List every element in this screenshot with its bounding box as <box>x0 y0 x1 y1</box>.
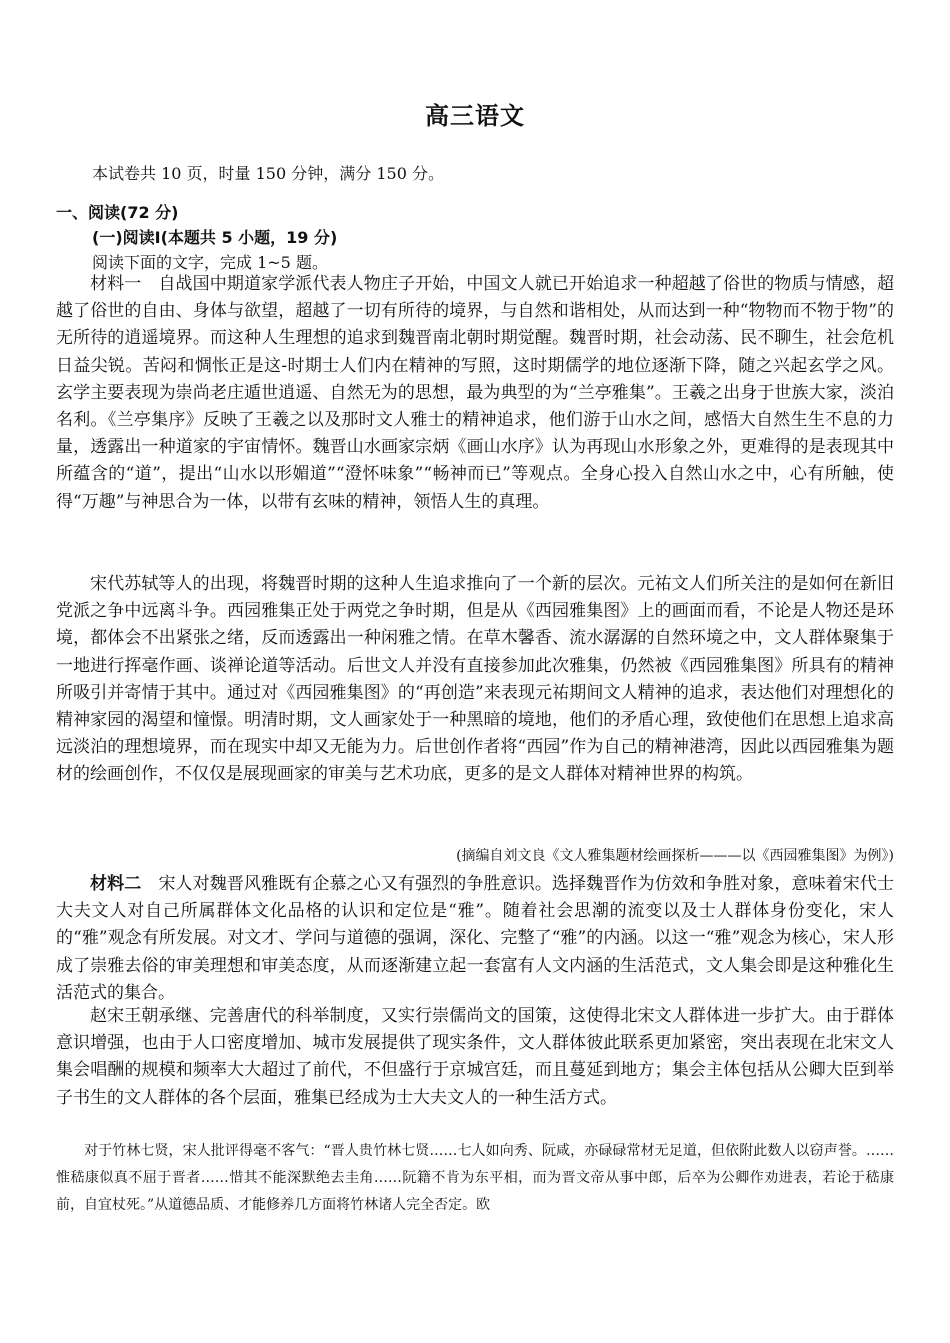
exam-intro: 本试卷共 10 页，时量 150 分钟，满分 150 分。 <box>92 164 444 183</box>
material-one-paragraph-2: 宋代苏轼等人的出现，将魏晋时期的这种人生追求推向了一个新的层次。元祐文人们所关注的是如何在新旧党派之争中远离斗争。西园雅集正处于两党之争时期，但是从《西园雅集图》上的画面而看，不论是人物还是环境，都体会不出紧张之绪，反而透露出一种闲雅之情。在草木馨香、流水潺潺的自然环境之中，文人群体聚集于一地进行挥毫作画、谈禅论道等活动。后世文人并没有直接参加此次雅集，仍然被《西园雅集图》所具有的精神所吸引并寄情于其中。通过对《西园雅集图》的“再创造”来表现元祐期间文人精神的追求，表达他们对理想化的精神家园的渴望和憧憬。明清时期，文人画家处于一种黑暗的境地，他们的矛盾心理，致使他们在思想上追求高远淡泊的理想境界，而在现实中却又无能为力。后世创作者将“西园”作为自己的精神港湾，因此以西园雅集为题材的绘画创作，不仅仅是展现画家的审美与艺术功底，更多的是文人群体对精神世界的构筑。 <box>56 574 894 785</box>
material-one-source: (摘编自刘文良《文人雅集题材绘画探析———以《西园雅集图》为例》) <box>456 848 894 864</box>
material-two-paragraph-1 <box>56 871 894 1007</box>
reading-instruction: 阅读下面的文字，完成 1~5 题。 <box>92 253 328 272</box>
material-two-paragraph-2: 赵宋王朝承继、完善唐代的科举制度，又实行崇儒尚文的国策，这使得北宋文人群体进一步扩大。由于群体意识增强，也由于人口密度增加、城市发展提供了现实条件，文人群体彼此联系更加紧密，突出表现在北宋文人集会唱酬的规模和频率大大超过了前代，不但盛行于京城宫廷，而且蔓延到地方；集会主体包括从公卿大臣到举子书生的文人群体的各个层面，雅集已经成为士大夫文人的一种生活方式。 <box>56 1006 894 1108</box>
section-heading: 一、阅读(72 分) <box>56 203 179 222</box>
material-two-text-1: 宋人对魏晋风雅既有企慕之心又有强烈的争胜意识。选择魏晋作为仿效和争胜对象，意味着宋代士大夫文人对自己所属群体文化品格的认识和定位是“雅”。随着社会思潮的流变以及士人群体身份变化，宋人的“雅”观念有所发展。对文才、学问与道德的强调，深化、完整了“雅”的内涵。以这一“雅”观念为核心，宋人形成了崇雅去俗的审美理想和审美态度，从而逐渐建立起一套富有人文内涵的生活范式，文人集会即是这种雅化生活范式的集合。 <box>56 874 895 1003</box>
material-one-label: 材料一 <box>90 274 142 294</box>
material-two-paragraph-3: 对于竹林七贤，宋人批评得毫不客气：“晋人贵竹林七贤……七人如向秀、阮咸，亦碌碌常材无足道，但依附此数人以窃声誉。……惟嵇康似真不屈于晋者……惜其不能深默绝去圭角……阮籍不肯为东平相，而为晋文帝从事中郎，后卒为公卿作劝进表，若论于嵇康前，自宜杖死。”从道德品质、才能修养几方面将竹林诸人完全否定。欧 <box>56 1143 894 1213</box>
material-one-paragraph-1 <box>56 271 894 516</box>
exam-title: 高三语文 <box>425 102 525 130</box>
material-two-label: 材料二 <box>90 874 142 894</box>
section-subheading: (一)阅读Ⅰ(本题共 5 小题，19 分) <box>92 228 338 247</box>
material-one-text-1: 自战国中期道家学派代表人物庄子开始，中国文人就已开始追求一种超越了俗世的物质与情感，超越了俗世的自由、身体与欲望，超越了一切有所待的境界，与自然和谐相处，从而达到一种“物物而不物于物”的无所待的逍遥境界。而这种人生理想的追求到魏晋南北朝时期觉醒。魏晋时期，社会动荡、民不聊生，社会危机日益尖锐。苦闷和惆怅正是这-时期士人们内在精神的写照，这时期儒学的地位逐渐下降，随之兴起玄学之风。玄学主要表现为崇尚老庄遁世逍遥、自然无为的思想，最为典型的为“兰亭雅集”。王羲之出身于世族大家，淡泊名利。《兰亭集序》反映了王羲之以及那时文人雅士的精神追求，他们游于山水之间，感悟大自然生生不息的力量，透露出一种道家的宇宙情怀。魏晋山水画家宗炳《画山水序》认为再现山水形象之外，更难得的是表现其中所蕴含的“道”，提出“山水以形媚道”“澄怀味象”“畅神而已”等观点。全身心投入自然山水之中，心有所触，使得“万趣”与神思合为一体，以带有玄味的精神，领悟人生的真理。 <box>56 274 895 512</box>
